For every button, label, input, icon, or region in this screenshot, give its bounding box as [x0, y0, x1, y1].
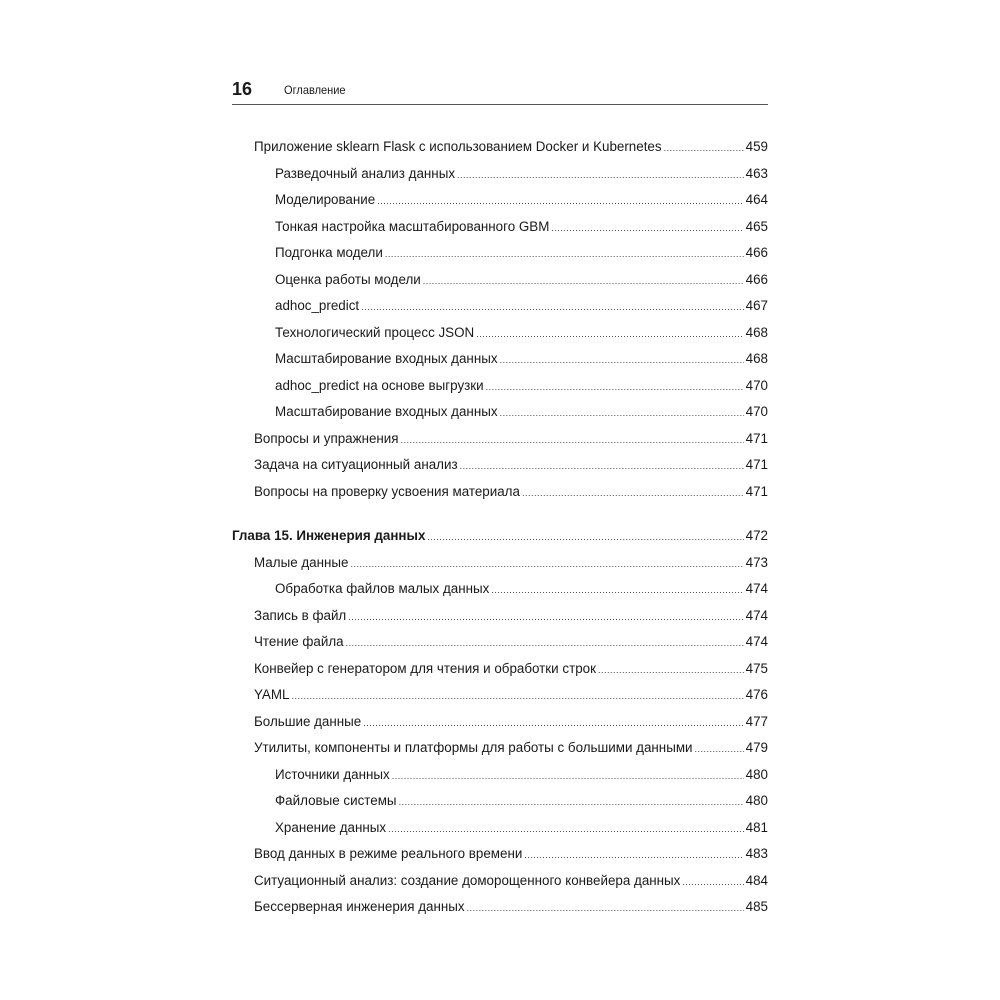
- toc-entry-page: 474: [745, 634, 768, 649]
- toc-entry: [232, 629, 768, 656]
- dot-leader: [486, 374, 744, 401]
- dot-leader: [427, 524, 743, 551]
- toc-entry-title: Глава 15. Инженерия данных: [232, 528, 426, 543]
- dot-leader: [500, 347, 744, 374]
- toc-entry-title: Моделирование: [275, 192, 376, 207]
- dot-leader: [392, 763, 744, 790]
- toc-entry-title: Масштабирование входных данных: [275, 351, 498, 366]
- toc-entry: [232, 134, 768, 161]
- toc-entry: [232, 682, 768, 709]
- toc-entry: [232, 868, 768, 895]
- toc-entry: [232, 735, 768, 762]
- dot-leader: [457, 162, 744, 189]
- dot-leader: [361, 294, 744, 321]
- toc-entry-title: Ввод данных в режиме реального времени: [254, 846, 523, 861]
- toc-entry: [232, 815, 768, 842]
- dot-leader: [348, 604, 743, 631]
- toc-entry: [232, 214, 768, 241]
- dot-leader: [598, 657, 744, 684]
- toc-entry-page: 465: [745, 218, 768, 234]
- toc-entry-page: 463: [745, 165, 768, 181]
- dot-leader: [551, 215, 743, 242]
- toc-entry-page: 484: [745, 872, 768, 888]
- toc-entry-page: 475: [745, 660, 768, 676]
- page-header: [232, 78, 768, 105]
- toc-entry-title: adhoc_predict на основе выгрузки: [275, 377, 484, 393]
- page-number: 16: [232, 79, 253, 99]
- toc-entry: [232, 479, 768, 506]
- toc-section-chapter-15: [232, 523, 768, 921]
- toc-entry-title: Утилиты, компоненты и платформы для работы с большими данными: [254, 740, 693, 755]
- toc-entry: [232, 373, 768, 400]
- toc-entry: [232, 267, 768, 294]
- toc-entry-title: Ситуационный анализ: создание доморощенного конвейера данных: [254, 872, 681, 888]
- toc-entry-page: 470: [745, 377, 768, 393]
- toc-entry-title: Подгонка модели: [275, 245, 383, 260]
- table-of-contents: [232, 134, 768, 921]
- dot-leader: [524, 842, 743, 869]
- toc-entry-title: Конвейер с генератором для чтения и обработки строк: [254, 660, 596, 676]
- toc-entry-title: Бессерверная инженерия данных: [254, 899, 465, 914]
- toc-entry: [232, 426, 768, 453]
- toc-entry-title: Масштабирование входных данных: [275, 404, 498, 419]
- toc-entry-page: 481: [745, 819, 768, 835]
- toc-entry-page: 466: [745, 245, 768, 260]
- toc-section-continued: [232, 134, 768, 505]
- dot-leader: [467, 895, 744, 922]
- toc-entry-title: YAML: [254, 687, 290, 702]
- toc-entry-page: 464: [745, 192, 768, 207]
- toc-entry-page: 483: [745, 846, 768, 861]
- toc-entry: [232, 452, 768, 479]
- toc-entry: [232, 161, 768, 188]
- toc-entry: [232, 841, 768, 868]
- dot-leader: [500, 400, 744, 427]
- toc-entry-title: Разведочный анализ данных: [275, 165, 456, 181]
- toc-entry-title: Запись в файл: [254, 607, 347, 623]
- toc-entry-page: 468: [745, 324, 768, 340]
- toc-entry-title: Обработка файлов малых данных: [275, 581, 490, 596]
- toc-entry-title: Малые данные: [254, 554, 349, 570]
- toc-entry-title: Задача на ситуационный анализ: [254, 457, 458, 472]
- toc-entry-title: adhoc_predict: [275, 298, 360, 313]
- dot-leader: [460, 453, 744, 480]
- toc-entry: [232, 709, 768, 736]
- toc-entry-title: Файловые системы: [275, 793, 397, 808]
- toc-entry: [232, 346, 768, 373]
- toc-entry-page: 470: [745, 404, 768, 419]
- toc-entry-title: Оценка работы модели: [275, 271, 421, 287]
- toc-entry: [232, 788, 768, 815]
- dot-leader: [695, 736, 744, 763]
- toc-entry-page: 477: [745, 713, 768, 729]
- toc-entry-title: Вопросы на проверку усвоения материала: [254, 483, 520, 499]
- toc-entry-page: 474: [745, 581, 768, 596]
- dot-leader: [401, 427, 744, 454]
- toc-entry: [232, 320, 768, 347]
- toc-entry-page: 472: [745, 528, 768, 543]
- toc-entry: [232, 656, 768, 683]
- toc-entry: [232, 187, 768, 214]
- toc-entry: [232, 576, 768, 603]
- toc-entry-page: 459: [745, 139, 768, 154]
- toc-entry: [232, 293, 768, 320]
- running-head: Оглавление: [284, 83, 346, 97]
- toc-entry: [232, 399, 768, 426]
- dot-leader: [399, 789, 744, 816]
- dot-leader: [363, 710, 743, 737]
- dot-leader: [346, 630, 744, 657]
- dot-leader: [377, 188, 743, 215]
- toc-entry-page: 473: [745, 554, 768, 570]
- toc-entry-title: Хранение данных: [275, 819, 387, 835]
- dot-leader: [388, 816, 744, 843]
- toc-entry-title: Тонкая настройка масштабированного GBM: [275, 218, 550, 234]
- toc-entry-page: 485: [745, 899, 768, 914]
- toc-entry: [232, 894, 768, 921]
- toc-entry: [232, 762, 768, 789]
- toc-entry-title: Вопросы и упражнения: [254, 430, 399, 446]
- toc-entry-page: 471: [745, 483, 768, 499]
- toc-entry-page: 476: [745, 687, 768, 702]
- dot-leader: [476, 321, 743, 348]
- toc-entry-page: 480: [745, 793, 768, 808]
- toc-entry-title: Чтение файла: [254, 634, 344, 649]
- dot-leader: [423, 268, 744, 295]
- dot-leader: [350, 551, 743, 578]
- toc-entry: [232, 550, 768, 577]
- toc-entry-page: 468: [745, 351, 768, 366]
- toc-entry-page: 471: [745, 457, 768, 472]
- toc-entry-page: 480: [745, 766, 768, 782]
- toc-entry-page: 467: [745, 298, 768, 313]
- toc-entry: [232, 603, 768, 630]
- toc-entry-title: Приложение sklearn Flask с использованием Docker и Kubernetes: [254, 139, 662, 154]
- chapter-gap: [232, 505, 768, 523]
- dot-leader: [522, 480, 744, 507]
- toc-entry-page: 466: [745, 271, 768, 287]
- dot-leader: [291, 683, 743, 710]
- toc-entry-title: Большие данные: [254, 713, 362, 729]
- toc-entry-title: Технологический процесс JSON: [275, 324, 475, 340]
- dot-leader: [491, 577, 743, 604]
- dot-leader: [664, 135, 744, 162]
- toc-entry-page: 474: [745, 607, 768, 623]
- dot-leader: [682, 869, 743, 896]
- toc-chapter-entry: [232, 523, 768, 550]
- toc-entry: [232, 240, 768, 267]
- toc-entry-page: 479: [745, 740, 768, 755]
- toc-entry-title: Источники данных: [275, 766, 390, 782]
- dot-leader: [385, 241, 744, 268]
- toc-entry-page: 471: [745, 430, 768, 446]
